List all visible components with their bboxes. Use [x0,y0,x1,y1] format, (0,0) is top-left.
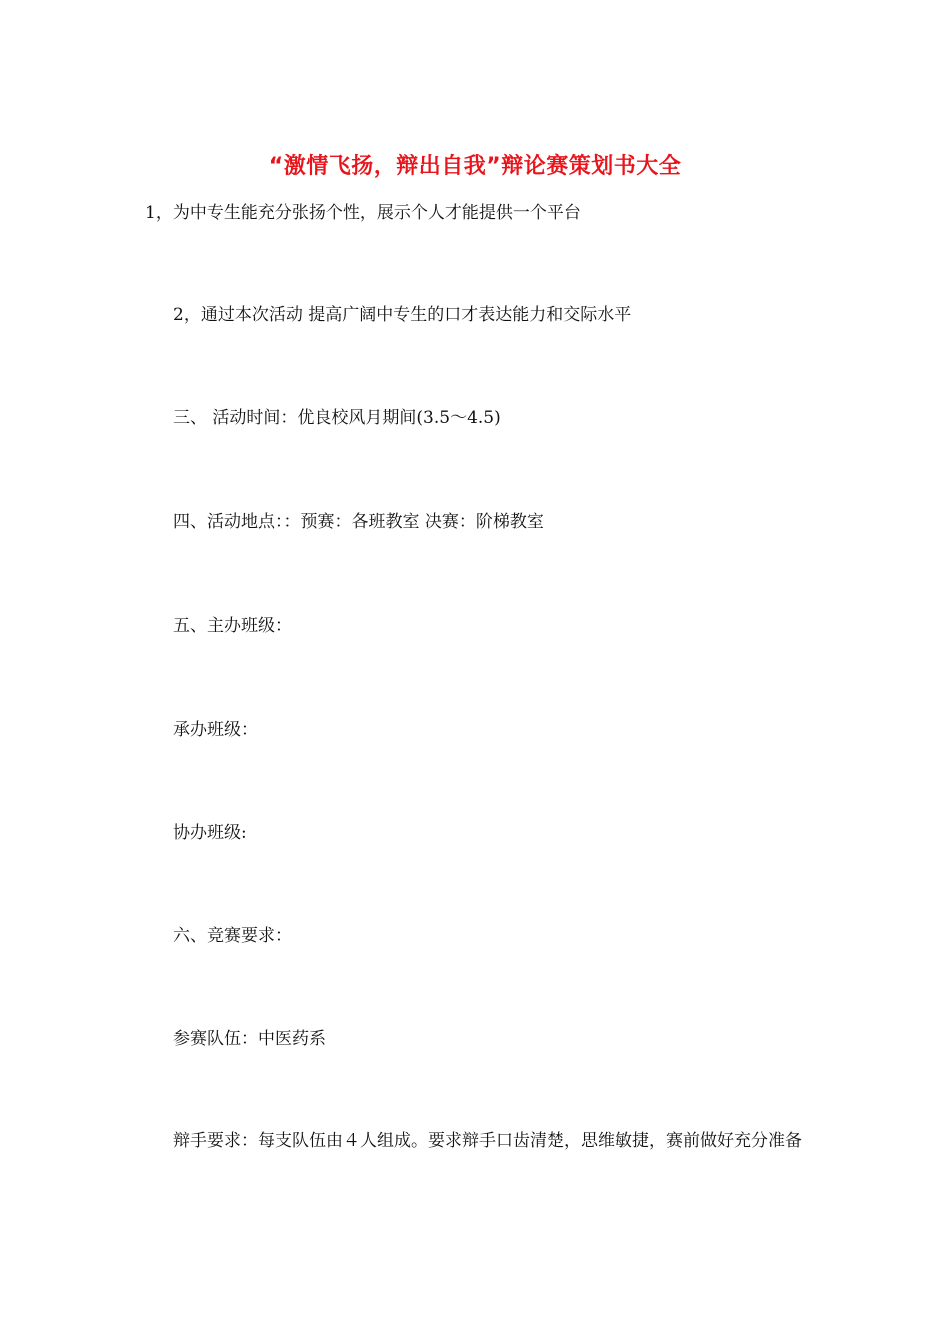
document-title: “激情飞扬，辩出自我”辩论赛策划书大全 [268,154,682,179]
paragraph-competition-requirements: 六、竞赛要求： [173,926,292,946]
paragraph-activity-time: 三、 活动时间：优良校风月期间(3.5～4.5) [173,408,501,428]
paragraph-activity-location: 四、活动地点：：预赛：各班教室 决赛：阶梯教室 [173,512,544,532]
paragraph-purpose-1: 1，为中专生能充分张扬个性，展示个人才能提供一个平台 [145,203,581,223]
paragraph-organizer-class: 承办班级： [173,720,258,740]
paragraph-purpose-2: 2，通过本次活动 提高广阔中专生的口才表达能力和交际水平 [173,305,632,325]
paragraph-co-organizer-class: 协办班级: [173,823,247,843]
paragraph-host-class: 五、主办班级： [173,616,292,636]
paragraph-teams: 参赛队伍：中医药系 [173,1029,326,1049]
paragraph-debater-requirements: 辩手要求：每支队伍由４人组成。要求辩手口齿清楚，思维敏捷，赛前做好充分准备 [173,1131,802,1151]
